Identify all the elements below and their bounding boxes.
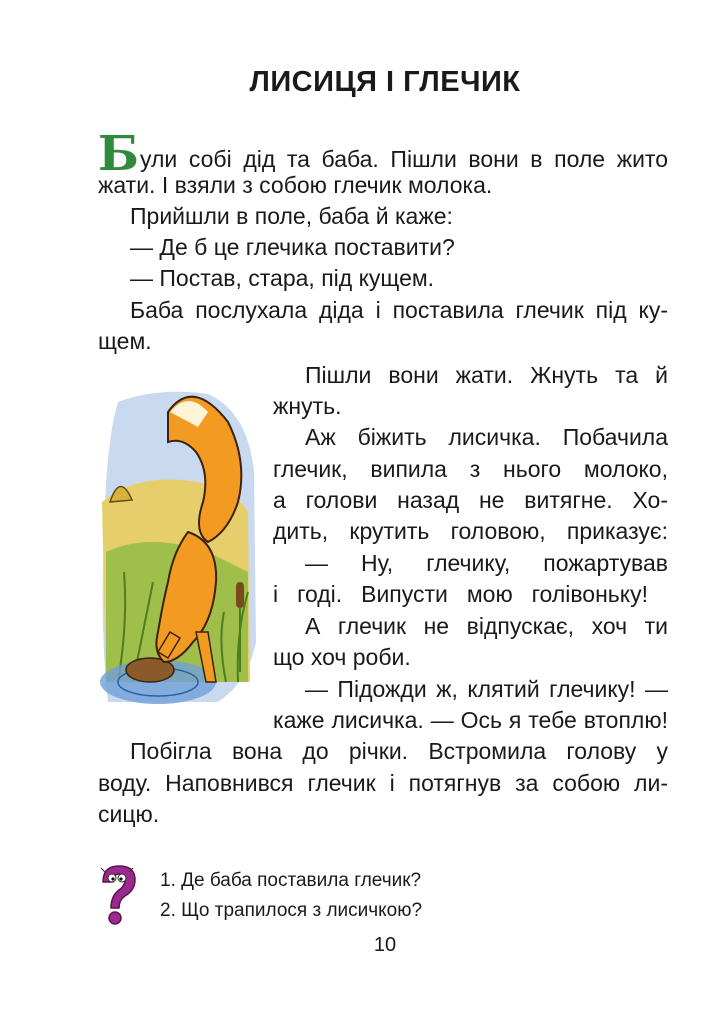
text-line: каже лисичка. — Ось я тебе втоплю! [273,707,668,733]
story-title: ЛИСИЦЯ І ГЛЕЧИК [249,66,521,98]
text-line: Були собі дід та баба. Пішли вони в поле жито [98,126,668,182]
text-line: і годі. Випусти мою голівоньку! [273,581,648,607]
text-line: що хоч роби. [273,644,411,670]
text-line: дить, крутить головою, приказує: [273,518,668,544]
text-line: Баба послухала діда і поставила глечик під ку- [130,297,668,323]
text-line: жати. І взяли з собою глечик молока. [98,172,493,198]
text-line: жнуть. [273,393,342,419]
text-line: — Де б це глечика поставити? [130,234,455,260]
text-line: — Ну, глечику, пожартував [305,550,668,576]
drop-cap-letter: Б [98,126,140,182]
text-line: А глечик не відпускає, хоч ти [305,613,668,639]
text-line: щем. [98,328,152,354]
text-line: глечик, випила з нього молоко, [273,456,668,482]
text-line: — Підожди ж, клятий глечику! — [305,676,668,702]
fox-with-jug-illustration [98,382,260,722]
text-line: Побігла вона до річки. Встромила голову у [130,738,668,764]
text-line: сицю. [98,801,160,827]
text-line: Аж біжить лисичка. Побачила [305,424,668,450]
text-line: воду. Наповнився глечик і потягнув за собою ли- [98,770,668,796]
question-item: 1. Де баба поставила глечик? [160,870,422,891]
page-number: 10 [373,934,397,956]
question-mark-icon [95,862,141,926]
question-item: 2. Що трапилося з лисичкою? [160,900,423,921]
text-line: Пішли вони жати. Жнуть та й [305,362,668,388]
text-line: а голови назад не витягне. Хо- [273,487,668,513]
text-line: — Постав, стара, під кущем. [130,265,435,291]
text-line: Прийшли в поле, баба й каже: [130,203,453,229]
